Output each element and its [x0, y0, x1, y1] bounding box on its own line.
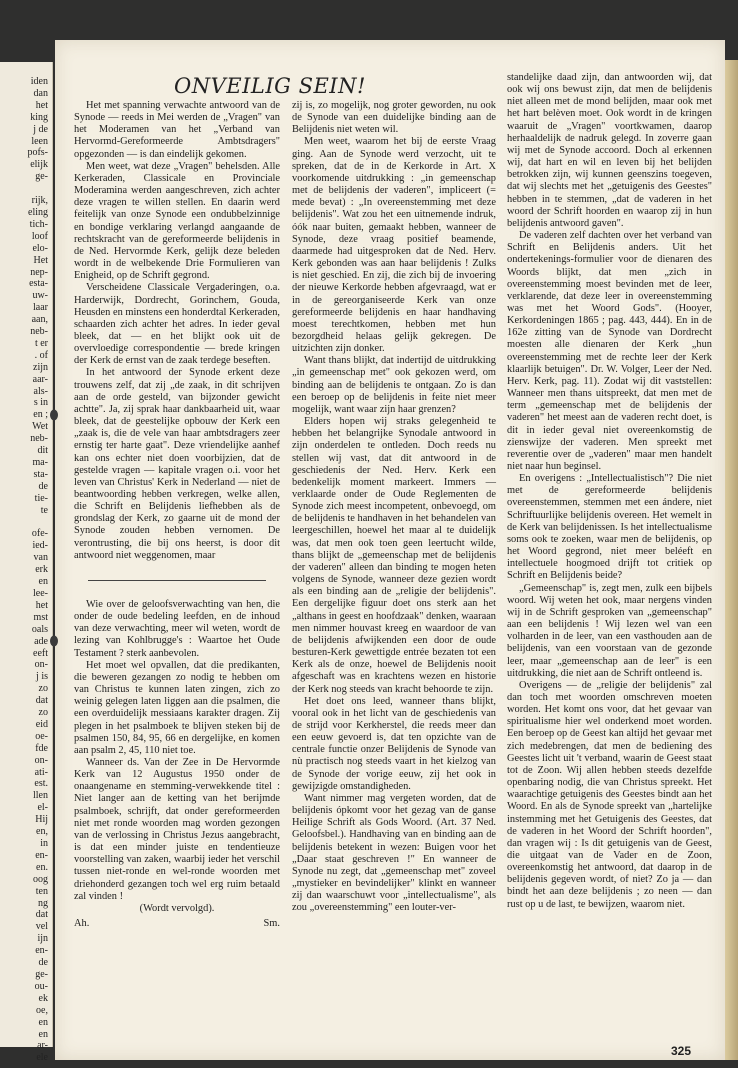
left-page-fragment: ele	[36, 1052, 48, 1064]
left-page-fragment: neb-	[30, 433, 48, 445]
left-page-fragment: oog	[33, 873, 48, 885]
col1b-paragraph: Het moet wel opvallen, dat die predikanten, die beweren gezangen zo nodig te hebben om van Christus te kunnen laten zingen, zich zo weinig gelegen laten liggen aan die psalmen, die een overduidelijk messiaans karakter dragen. Zij plegen in het psalmboek te blijven steken bij de psalmen 150, 84, 95, 66 en dergelijke, en komen aan psalm 2, 45, 110 niet toe.	[74, 659, 280, 756]
left-page-fragment: en-	[35, 849, 48, 861]
continued-note: (Wordt vervolgd).	[139, 902, 215, 914]
left-page-fragment: el-	[37, 802, 48, 814]
col2-paragraph: zij is, zo mogelijk, nog groter geworden, nu ook de Synode van een duidelijke binding aan de Belijdenis niet weten wil.	[292, 100, 496, 136]
left-page-fragment: dit	[37, 445, 48, 457]
left-page-fragment: aar-	[32, 373, 48, 385]
left-page-fragment: de	[38, 480, 48, 492]
left-page-fragment: tie-	[34, 492, 48, 504]
left-page-fragment: ied-	[32, 540, 48, 552]
left-page-fragment: elijk	[30, 159, 48, 171]
col3-paragraph: De vaderen zelf dachten over het verband van Schrift en Belijdenis anders. Uit het ondertekenings-formulier voor de dienaren des Woords blijkt, dat men „zich in overeenstemming moest bevinden met de leer, verklarende, dat deze leer in overeenstemming was met het Woord Gods". (Hooyer, Kerkordeningen 1865 ; pag. 443, 444). En in de 162e zitting van de Synode van Dordrecht moesten alle dienaren der Kerk „hun overeenstemming met de rechte leer der Kerk klaarlijk betuigen". Dr. W. Volger, Leer der Ned. Herv. Kerk, pag. 11). Zodat wij dit vaststellen: Wanneer men thans uitspreekt, dat men met de term „gemeenschap met de belijdenis der vaderen" het meest aan de vaderen recht doet, is dit in ieder geval niet overeenkomstig de zienswijze der vaderen. Men spreekt met reverentie over de „vaderen" maar men handelt niet naar hun beginsel.	[507, 230, 712, 472]
left-page-fragment: tich-	[29, 218, 48, 230]
left-page-fragment: sta-	[33, 468, 48, 480]
left-page-fragment: fde	[35, 742, 48, 754]
left-page-fragment: erk	[35, 564, 48, 576]
left-page-fragment: ar-	[37, 1040, 48, 1052]
left-page-fragment: oals	[31, 623, 48, 635]
col3-paragraph: „Gemeenschap" is, zegt men, zulk een bijbels woord. Wij weten het ook, maar nergens vinden wij in de Schrift gesproken van „gemeenschap" aan een belijdenis ! Wij lezen wel van een volharden in de leer, van een vasthouden aan de belijdenis, van een voorstaan van de gezonde leer, maar „gemeenschap aan de leer" is een uitdrukking, die niet aan de Schrift ontleend is.	[507, 582, 712, 679]
left-page-fragment: ijn	[37, 933, 48, 945]
left-page-fragment: en	[38, 576, 48, 588]
left-page-fragment: en,	[36, 826, 48, 838]
left-page-fragment: on-	[34, 659, 48, 671]
left-page-fragment: de	[38, 957, 48, 969]
left-page-fragment: pofs-	[27, 147, 48, 159]
left-page-fragment: en	[38, 1016, 48, 1028]
left-page-fragment: het	[35, 599, 48, 611]
col2-paragraph: Want thans blijkt, dat indertijd de uitdrukking „in gemeenschap met" ook gekozen werd, om binding aan de belijdenis te ontgaan. Zo is dan een beroep op de belijdenis in feite niet meer mogelijk, want waar zijn haar grenzen?	[292, 355, 496, 415]
left-page-fragment: Het	[33, 254, 48, 266]
left-page-fragment: ati-	[34, 766, 48, 778]
left-page-fragment	[0, 183, 52, 195]
binding-hole-icon	[48, 408, 60, 422]
col1b-paragraph: Wanneer ds. Van der Zee in De Hervormde Kerk van 12 Augustus 1950 onder de onaangename en stemming-verwekkende titel : Niet langer aan de ketting van het berijmde psalmboek, schrijft, dat onder gereformeerden niet met ronde woorden mag worden gezongen van de verlossing in Christus Jezus aangebracht, is dat een minder juiste en tendentieuze voorstelling van zaken, waarbij ieder het verschil tussen niet-ronde en wel-ronde woorden met driehonderd gezangen toch wel erg ruim betaald zal vinden !	[74, 756, 280, 902]
left-page-fragment: en	[38, 1028, 48, 1040]
left-page-fragment: j is	[36, 671, 48, 683]
col1-paragraph: Het met spanning verwachte antwoord van de Synode — reeds in Mei werden de „Vragen" van het Moderamen van het „Verband van Hervormd-Gereformeerde Ambtsdragers" opgezonden — is dan eindelijk gekomen.	[74, 100, 280, 160]
left-page-fragment: en ;	[33, 409, 48, 421]
left-page-fragment: dat	[35, 909, 48, 921]
column-2	[292, 100, 496, 914]
left-page-fragment: Hij	[35, 814, 48, 826]
left-page-fragment: mst	[33, 611, 48, 623]
signatures	[74, 918, 280, 930]
left-page-fragment: j de	[33, 123, 48, 135]
left-page-fragment: eling	[28, 206, 48, 218]
left-page-fragment: zo	[38, 707, 48, 719]
left-page-fragment: zo	[38, 683, 48, 695]
col1-paragraph: Verscheidene Classicale Vergaderingen, o.a. Harderwijk, Dordrecht, Gorinchem, Gouda, Heusden en minstens een honderdtal Kerkeraden, schaarden zich achter het adres. In ieder geval bleek, dat — en het blijkt ook uit de overvloedige correspondentie — brede kringen der Kerk de ernst van de zaak terdege beseften.	[74, 282, 281, 367]
col1b-paragraph: Wie over de geloofsverwachting van hen, die onder de oude bedeling leefden, en de inhoud van deze verwachting, meer wil weten, wordt de lezing van Kohlbrugge's : Waartoe het Oude Testament ? sterk aanbevolen.	[74, 598, 280, 659]
signature-left: Ah.	[74, 918, 90, 929]
left-page-fragment: Wet	[32, 421, 48, 433]
left-page-fragment: aan,	[31, 314, 48, 326]
left-page-fragment: ek	[38, 992, 48, 1004]
col2-paragraph: Elders hopen wij straks gelegenheid te hebben het belangrijke Synodale antwoord in zijn onderdelen te ontleden. Doch reeds nu stellen wij vast, dat dit antwoord in de geschiedenis der Ned. Herv. Kerk een bedenkelijk moment markeert. Immers — verklaarde onder de Oude Reglementen de Synode zich meest incompetent, onbevoegd, om de belijdenis te handhaven in het behandelen van leergeschillen, hoewel het maar al te duidelijk was, dat men ook toen geen leertucht wilde, thans blijkt de „gemeenschap met de belijdenis der vaderen" alleen dan binding te mogen heten volgens de Synode, wanneer deze gezien wordt als een binding aan de „religie der belijdenis". Een dergelijke figuur doet ons sterk aan het „althans in geest en hoofdzaak" denken, waaraan men nimmer houvast kreeg en waardoor de van de belijdenis afwijkenden een door de oude besturen-Kerk gewettigde entrée bezaten tot een Kerk als de onze, hoewel de Belijdenis nooit afgeschaft was en krachtens wezen en historie der Kerk nog steeds van kracht behoorde te zijn.	[292, 416, 496, 695]
left-page-fragment: uw-	[32, 290, 48, 302]
left-page-fragment: en.	[36, 861, 48, 873]
left-page-fragment: . of	[34, 349, 48, 361]
left-page-fragment: on-	[34, 754, 48, 766]
left-facing-page	[0, 62, 53, 1064]
col3-paragraph: standelijke daad zijn, dan antwoorden wij, dat ook wij ons bewust zijn, dat men de belijdenis niet alleen met de mond belijden, maar ook met het hart belèven moet. Ook wordt in de kringen waaruit de „Vragen" voortkwamen, daarop herhaaldelijk de nadruk gelegd. In zoverre gaan wij met de Synode accoord. Doch al erkennen wij, dat hart en wil en leven bij het belijden betrokken zijn, wij kunnen geenszins toegeven, dat wij slechts met het „getuigenis des Geestes" hebben in te stemmen, „dat de vaderen in het woord der Schrift hoorden en waarop zij in hun belijdenis antwoord gaven".	[507, 72, 712, 229]
left-page-fragment: s in	[33, 397, 48, 409]
left-page-fragment: van	[33, 552, 48, 564]
left-page-fragment	[0, 517, 52, 529]
col3-paragraph: Overigens — de „religie der belijdenis" zal dan toch met woorden omschreven moeten worden. Het komt ons voor, dat het gevaar van spiritualisme hier wel onderkend moet worden. Een beroep op de Geest kan altijd het gevaar met zich medebrengen, dat men de bediening des Geestes licht uit 't verband, waarin de Geest staat tot de Zoon. Wij allen hebben steeds dezelfde openbaring nodig, die van Christus spreekt. Het waarachtige getuigenis des Geestes bindt aan het Woord. En als de Synode spreekt van „hartelijke instemming met het Getuigenis des Geestes, dat de vaderen in het Woord der Schrift hoorden", dan vragen wij : Is dit getuigenis van de Geest, die uitgaat van de Vader en de Zoon, overeenkomstig het antwoord, dat daarop in de belijdenis gegeven wordt, of niet? Zo ja — dan bindt het aan deze belijdenis ; zo neen — dan rust op u de last, te bewijzen, waarom niet.	[507, 679, 712, 910]
col1-paragraph: In het antwoord der Synode erkent deze trouwens zelf, dat zij „de zaak, in dit schrijven aan de orde gesteld, van bijzonder gewicht achtte". Ja, zij sprak haar dankbaarheid uit, waar bleek, dat de geestelijke opbouw der Kerk een „zaak is, die de vele van haar ambtsdragers zeer ernstig ter harte gaat". Deze vriendelijke aanhef kan ons echter niet doen voorbijzien, dat de gestelde vragen — kapitale vragen o.i. voor het leven van Christus' Kerk in Nederland — niet de beantwoording hebben verkregen, welke allen, die Schrift en Belijdenis liefhebben als de grondslag der Kerk, zo gaarne uit de mond der Synode zouden hebben vernomen. De verontrusting, die bij ons heerst, is door dit antwoord niet weggenomen, maar	[74, 367, 280, 561]
left-page-fragment: als-	[33, 385, 48, 397]
column-3	[507, 72, 712, 911]
left-page-fragment: ade	[34, 635, 48, 647]
left-page-fragment: ge-	[35, 968, 48, 980]
left-page-fragment: en-	[35, 945, 48, 957]
left-page-fragment: iden	[30, 76, 48, 87]
left-page-fragment: oe,	[36, 1004, 48, 1016]
column-1	[74, 100, 280, 930]
left-page-fragments	[0, 62, 52, 1064]
left-page-fragment: t er	[34, 337, 48, 349]
article-title: ONVEILIG SEIN!	[174, 74, 366, 98]
magazine-page	[55, 40, 725, 1060]
left-page-fragment: ge-	[35, 171, 48, 183]
page-number: 325	[671, 1044, 692, 1058]
left-page-fragment: llen	[33, 790, 48, 802]
signature-right: Sm.	[263, 918, 280, 929]
col2-paragraph: Het doet ons leed, wanneer thans blijkt, vooral ook in het licht van de geschiedenis van de strijd voor Kerkherstel, die reeds meer dan een eeuw gevoerd is, dat ten opzichte van de centrale functie onzer Belijdenis de Synode van nù practisch nog steeds vaart in het kielzog van de Synode der vorige eeuw, zij het ook in gewijzigde omstandigheden.	[292, 695, 496, 792]
col1-paragraph: Men weet, wat deze „Vragen" behelsden. Alle Kerkeraden, Classicale en Provinciale Moderamina werden aangeschreven, zich achter deze vragen te willen stellen. En daarin werd feitelijk van onze Synode een ondubbelzinnige en bondige verklaring verlangd aangaande de rechtskracht van de gereformeerde belijdenis in de Ned. Hervormde Kerk, gelijk deze beleden wordt in de welbekende Drie Formulieren van Enigheid, op de Schrift gegrond.	[74, 160, 280, 282]
left-page-fragment: rijk,	[31, 195, 48, 207]
col2-paragraph: Men weet, waarom het bij de eerste Vraag ging. Aan de Synode werd verzocht, uit te spreken, dat de in de Kerkorde in Art. X voorkomende uitdrukking : „in gemeenschap met de belijdenis der vaderen", impliceert (= mede bevat) : „In overeenstemming met deze belijdenis". Wat zou het een uitnemende indruk, óók naar buiten, gemaakt hebben, wanneer de Synode, deze vraag positief beamende, daarmede had uitgesproken dat de Ned. Herv. Kerk gebonden was aan haar belijdenis ! Zulks is niet geschied. En zij, die zich bij de invoering der nieuwe Kerkorde hebben afgevraagd, wat er in de gereorganiseerde Kerk van onze gereformeerde belijdenis en haar handhaving moest terechtkomen, hebben met hun bezorgdheid helaas gelijk gekregen. De uitzichten zijn donker.	[292, 136, 496, 355]
left-page-fragment: oe-	[35, 730, 48, 742]
left-page-fragment: est.	[34, 778, 48, 790]
left-page-fragment: neb-	[30, 326, 48, 338]
left-page-fragment: eid	[35, 718, 48, 730]
left-page-fragment: leen	[31, 135, 48, 147]
left-page-fragment: te	[40, 504, 48, 516]
left-page-fragment: dat	[35, 695, 48, 707]
section-divider	[88, 580, 266, 581]
left-page-fragment: ofe-	[31, 528, 48, 540]
col2-paragraph: Want nimmer mag vergeten worden, dat de belijdenis ópkomt voor het gezag van de ganse Heilige Schrift als Gods Woord. (Art. 37 Ned. Geloofsbel.). Handhaving van en binding aan de belijdenis betekent in wezen: Buigen voor het „Daar staat geschreven !" En wanneer de Synode nu zegt, dat „gemeenschap met" zoveel „mystieker en bevindelijker" klinkt en wanneer zij dan waarschuwt voor „intellectualisme", als zou „overeenstemming" een louter-ver-	[292, 792, 496, 914]
left-page-fragment: elo-	[32, 242, 48, 254]
left-page-fragment: loof	[31, 230, 48, 242]
left-page-fragment: ten	[35, 885, 48, 897]
col3-paragraph: En overigens : „Intellectualistisch"? Die niet met de gereformeerde belijdenis overeenstemmen, stemmen met een ándere, niet Schriftuurlijke belijdenis overeen. Het wemelt in de Kerk van belijdenissen. Is het intellectualisme soms ook te zoeken, waar men de belijdenis, op het Woord gegrond, niet meer beléeft en intellectuele hoogmoed drijft tot critiek op Schrift en Belijdenis beide?	[507, 473, 712, 582]
left-page-fragment: dan	[33, 87, 48, 99]
left-page-fragment: ng	[38, 897, 48, 909]
left-page-fragment: ou-	[34, 980, 48, 992]
binding-hole-icon	[48, 634, 60, 648]
left-page-fragment: ma-	[32, 457, 48, 468]
left-page-fragment: in	[40, 838, 48, 849]
left-page-fragment: laar	[33, 302, 48, 314]
left-page-fragment: king	[30, 111, 48, 123]
left-page-fragment: lee-	[33, 587, 48, 599]
left-page-fragment: nep-	[30, 266, 48, 278]
left-page-fragment: vel	[35, 921, 48, 933]
left-page-fragment: eeft	[33, 647, 48, 659]
left-page-fragment: zijn	[33, 361, 48, 373]
left-page-fragment: het	[35, 99, 48, 111]
left-page-fragment: esta-	[29, 278, 48, 290]
